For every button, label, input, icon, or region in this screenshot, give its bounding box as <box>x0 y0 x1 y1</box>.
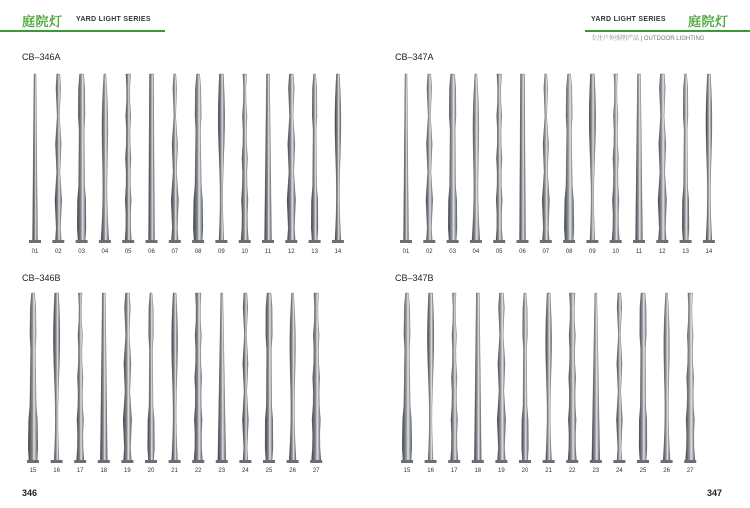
lamp-pole-image <box>684 293 696 463</box>
pole-number-label: 15 <box>403 468 411 474</box>
pole-number-label: 25 <box>639 468 647 474</box>
pole-number-label: 07 <box>171 249 179 255</box>
page-number: 347 <box>707 488 723 498</box>
pole-number-label: 02 <box>425 249 433 255</box>
pole-number-label: 18 <box>100 468 108 474</box>
lamp-pole-image <box>99 74 111 243</box>
section-code: CB–346A <box>22 52 61 62</box>
lamp-pole-image <box>401 293 413 463</box>
pole-number-label: 04 <box>101 249 109 255</box>
lamp-pole-image <box>493 74 505 243</box>
pole-number-label: 04 <box>472 249 480 255</box>
pole-number-label: 10 <box>612 249 620 255</box>
pole-number-label: 17 <box>450 468 458 474</box>
lamp-pole-image <box>122 74 134 243</box>
lamp-pole-image <box>74 293 86 463</box>
pole-number-label: 07 <box>542 249 550 255</box>
lamp-pole-image <box>400 74 412 243</box>
pole-number-label: 16 <box>53 468 60 474</box>
lamp-pole-image <box>98 293 110 463</box>
section-code: CB–347A <box>395 52 434 62</box>
pole-number-label: 23 <box>218 468 226 474</box>
pole-number-label: 27 <box>686 468 694 474</box>
pole-number-label: 20 <box>147 468 155 474</box>
section-code: CB–346B <box>22 273 61 283</box>
pole-number-label: 01 <box>402 249 410 255</box>
pole-number-label: 12 <box>658 249 666 255</box>
lamp-pole-image <box>29 74 41 243</box>
lamp-pole-image <box>590 293 602 463</box>
lamp-pole-image <box>52 74 64 243</box>
pole-number-label: 10 <box>241 249 249 255</box>
lamp-pole-image <box>216 293 228 463</box>
lamp-pole-image <box>215 74 227 243</box>
lamp-pole-image <box>703 74 715 243</box>
lamp-pole-image <box>239 74 251 243</box>
lamp-pole-image <box>425 293 437 463</box>
lamp-pole-image <box>287 293 299 463</box>
pole-number-label: 17 <box>76 468 84 474</box>
lamp-pole-image <box>192 293 204 463</box>
pole-number-label: 14 <box>334 249 342 255</box>
pole-number-label: 13 <box>311 249 318 255</box>
pole-number-label: 19 <box>498 468 505 474</box>
lamp-pole-image <box>285 74 297 243</box>
pole-number-label: 21 <box>545 468 552 474</box>
pole-number-label: 08 <box>194 249 202 255</box>
series-title-en: YARD LIGHT SERIES <box>591 16 666 23</box>
brand-title-cn: 庭院灯 <box>22 14 63 29</box>
lamp-pole-image <box>332 74 344 243</box>
page-number: 346 <box>22 488 38 498</box>
pole-number-label: 05 <box>124 249 132 255</box>
pole-gallery-right <box>375 0 750 508</box>
pole-number-label: 09 <box>589 249 596 255</box>
lamp-pole-image <box>263 293 275 463</box>
pole-number-label: 19 <box>124 468 131 474</box>
pole-number-label: 22 <box>194 468 202 474</box>
pole-number-label: 20 <box>521 468 529 474</box>
lamp-pole-image <box>633 74 645 243</box>
lamp-pole-image <box>661 293 673 463</box>
section-code: CB–347B <box>395 273 434 283</box>
pole-number-label: 15 <box>29 468 37 474</box>
pole-number-label: 14 <box>705 249 713 255</box>
lamp-pole-image <box>613 293 625 463</box>
pole-number-label: 18 <box>474 468 482 474</box>
lamp-pole-image <box>540 74 552 243</box>
pole-number-label: 06 <box>148 249 155 255</box>
lamp-pole-image <box>563 74 575 243</box>
header-subtitle: 专注户外照明产品 | OUTDOOR LIGHTING <box>591 36 705 42</box>
pole-number-label: 12 <box>287 249 295 255</box>
lamp-pole-image <box>146 74 158 243</box>
pole-number-label: 21 <box>171 468 178 474</box>
lamp-pole-image <box>656 74 668 243</box>
lamp-pole-image <box>680 74 692 243</box>
lamp-pole-image <box>517 74 529 243</box>
pole-number-label: 26 <box>663 468 670 474</box>
lamp-pole-image <box>423 74 435 243</box>
lamp-pole-image <box>145 293 157 463</box>
lamp-pole-image <box>448 293 460 463</box>
pole-number-label: 13 <box>682 249 689 255</box>
lamp-pole-image <box>121 293 133 463</box>
brand-title-cn: 庭院灯 <box>688 14 729 29</box>
pole-number-label: 05 <box>495 249 503 255</box>
pole-number-label: 16 <box>427 468 434 474</box>
lamp-pole-image <box>610 74 622 243</box>
lamp-pole-image <box>470 74 482 243</box>
pole-number-label: 11 <box>264 249 272 255</box>
pole-number-label: 25 <box>265 468 273 474</box>
lamp-pole-image <box>447 74 459 243</box>
lamp-pole-image <box>239 293 251 463</box>
pole-number-label: 02 <box>54 249 62 255</box>
pole-number-label: 11 <box>635 249 643 255</box>
pole-number-label: 27 <box>312 468 320 474</box>
lamp-pole-image <box>169 74 181 243</box>
pole-number-label: 09 <box>218 249 225 255</box>
lamp-pole-image <box>262 74 274 243</box>
pole-number-label: 08 <box>565 249 573 255</box>
right-page <box>375 0 750 508</box>
lamp-pole-image <box>519 293 531 463</box>
pole-number-label: 03 <box>449 249 456 255</box>
lamp-pole-image <box>169 293 181 463</box>
pole-number-label: 01 <box>31 249 39 255</box>
lamp-pole-image <box>543 293 555 463</box>
lamp-pole-image <box>637 293 649 463</box>
lamp-pole-image <box>192 74 204 243</box>
lamp-pole-image <box>586 74 598 243</box>
lamp-pole-image <box>76 74 88 243</box>
pole-number-label: 06 <box>519 249 526 255</box>
pole-number-label: 22 <box>568 468 576 474</box>
lamp-pole-image <box>472 293 484 463</box>
pole-number-label: 24 <box>616 468 623 474</box>
lamp-pole-image <box>51 293 63 463</box>
lamp-pole-image <box>566 293 578 463</box>
pole-number-label: 23 <box>592 468 600 474</box>
pole-number-label: 03 <box>78 249 85 255</box>
pole-number-label: 26 <box>289 468 296 474</box>
lamp-pole-image <box>27 293 39 463</box>
pole-number-label: 24 <box>242 468 249 474</box>
lamp-pole-image <box>495 293 507 463</box>
series-title-en: YARD LIGHT SERIES <box>76 16 151 23</box>
lamp-pole-image <box>310 293 322 463</box>
lamp-pole-image <box>309 74 321 243</box>
